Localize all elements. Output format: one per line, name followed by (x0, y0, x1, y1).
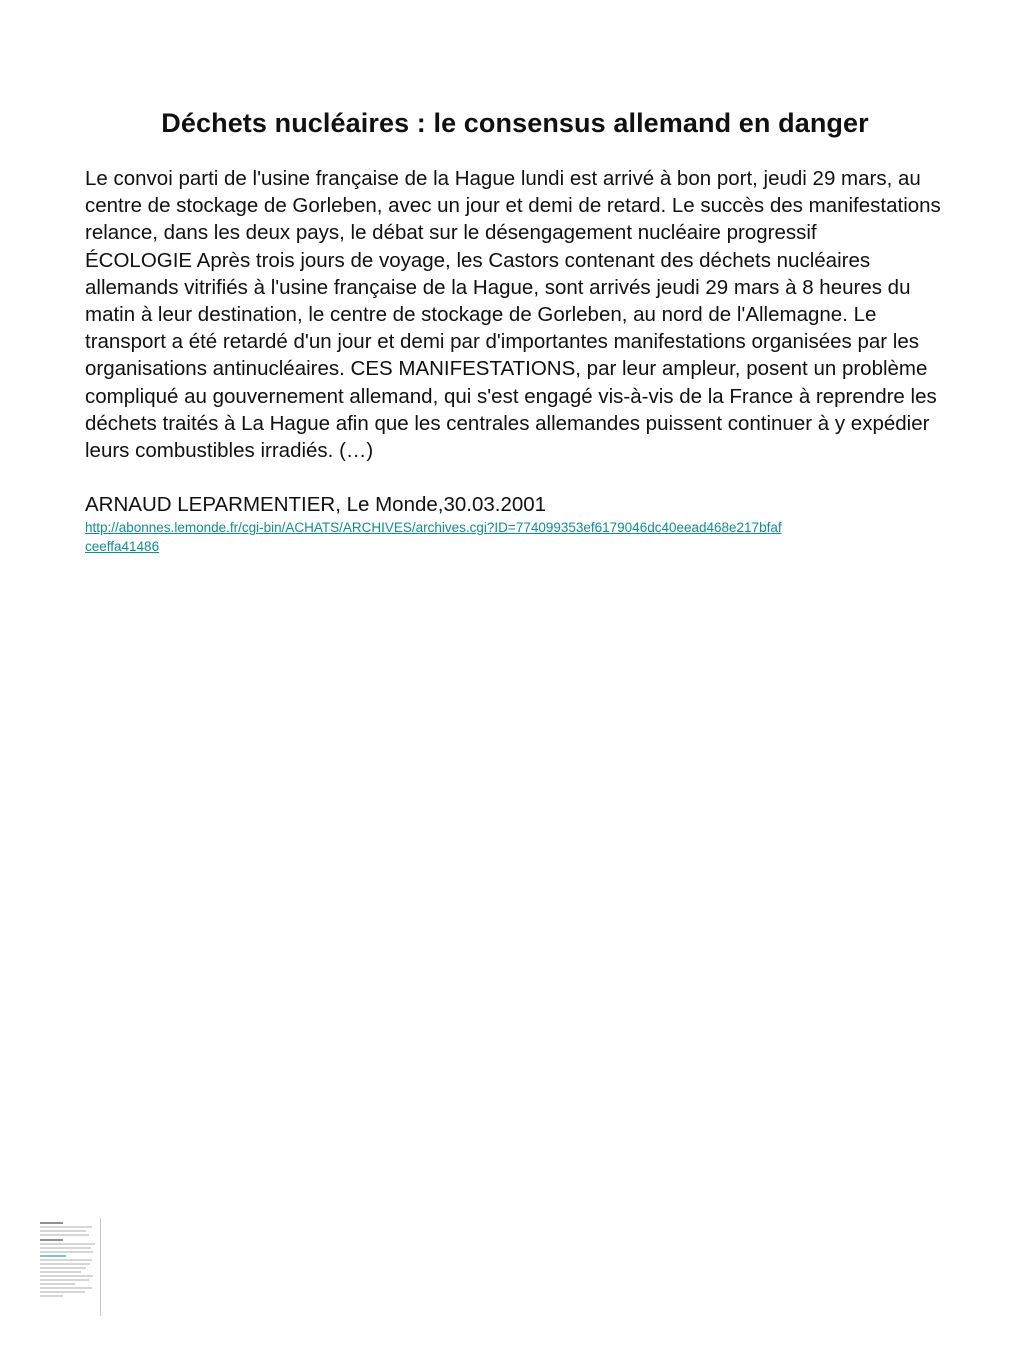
article-byline: ARNAUD LEPARMENTIER, Le Monde,30.03.2001 (85, 493, 547, 517)
spacer (85, 464, 945, 491)
thumbnail-content (40, 1222, 98, 1299)
article-title: Déchets nucléaires : le consensus allemand en danger (161, 108, 869, 138)
article (85, 108, 945, 556)
slide-thumbnail[interactable] (24, 1218, 101, 1316)
article-paragraph: ÉCOLOGIE Après trois jours de voyage, les Castors contenant des déchets nucléaires allemands vitrifiés à l'usine française de la Hague, sont arrivés jeudi 29 mars à 8 heures du matin à leur destination, le centre de stockage de Gorleben, au nord de l'Allemagne. Le transport a été retardé d'un jour et demi par d'importantes manifestations organisées par les organisations antinucléaires. CES MANIFESTATIONS, par leur ampleur, posent un problème compliqué au gouvernement allemand, qui s'est engagé vis-à-vis de la France à reprendre les déchets traités à La Hague afin que les centrales allemandes puissent continuer à y expédier leurs combustibles irradiés. (…) (85, 248, 937, 463)
source-link[interactable]: http://abonnes.lemonde.fr/cgi-bin/ACHATS/ARCHIVES/archives.cgi?ID=774099353ef6179046dc40eead468e217bfafceeffa41486 (85, 520, 782, 555)
article-lead: Le convoi parti de l'usine française de la Hague lundi est arrivé à bon port, jeudi 29 mars, au centre de stockage de Gorleben, avec un jour et demi de retard. Le succès des manifestations relance, dans les deux pays, le débat sur le désengagement nucléaire progressif (85, 167, 941, 245)
thumbnail-side-label (30, 1220, 38, 1312)
article-body (85, 165, 945, 464)
